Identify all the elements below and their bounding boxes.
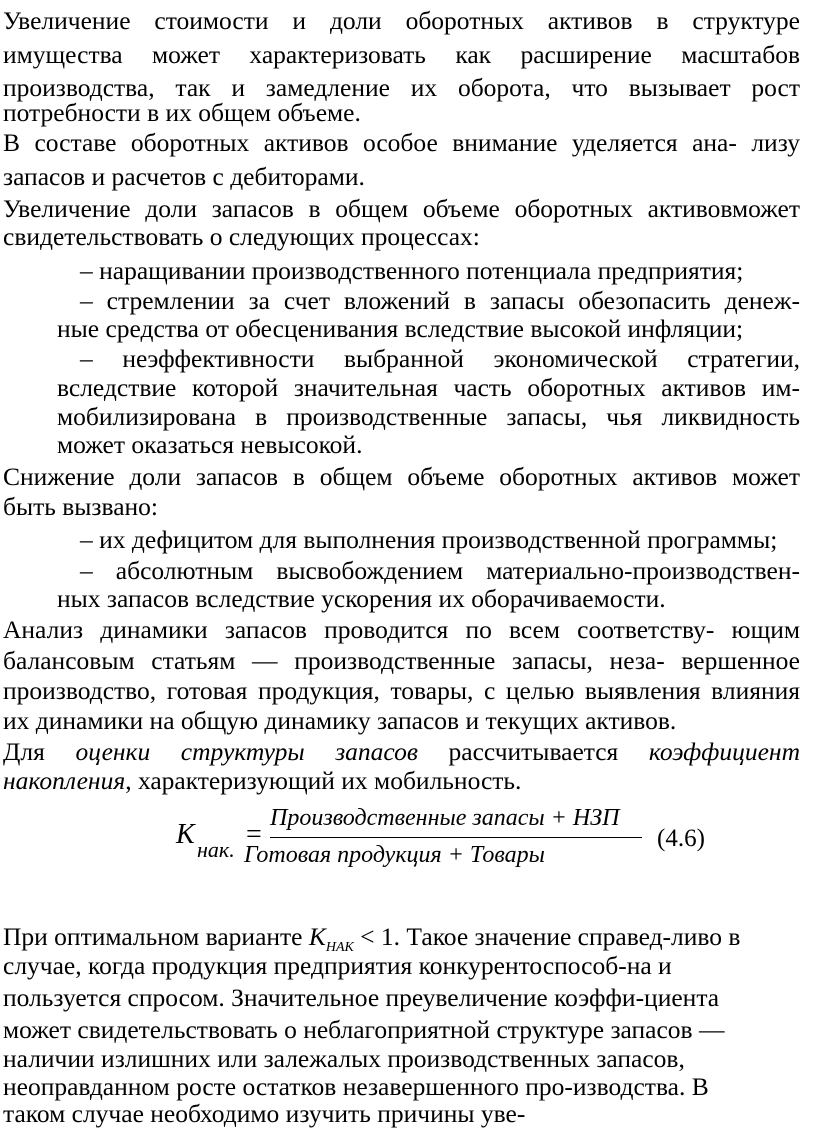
paragraph-3-line-2: свидетельствовать о следующих процессах: — [3, 222, 480, 251]
paragraph-7-line-4: может свидетельствовать о неблагоприятной структуре запасов — — [3, 1015, 725, 1044]
p6-italic-term-2: коэффициент — [648, 737, 800, 766]
list-1-item-3-line-4: может оказаться невысокой. — [57, 430, 363, 459]
paragraph-5-line-2: балансовым статьям — производственные запасы, неза- вершенное — [3, 646, 800, 675]
paragraph-2-line-1: В составе оборотных активов особое внимание уделяется ана- лизу — [3, 128, 800, 157]
p6-italic-term-1: оценки структуры запасов — [75, 737, 418, 766]
formula-equals: = — [246, 819, 262, 850]
paragraph-5-line-1: Анализ динамики запасов проводится по всем соответству- ющим — [3, 615, 800, 644]
formula-4-6 — [170, 805, 730, 875]
paragraph-7-line-6: неоправданном росте остатков незавершенного про-изводства. В — [3, 1072, 709, 1101]
paragraph-3-line-1: Увеличение доли запасов в общем объеме оборотных активовможет — [3, 194, 800, 223]
list-1-item-2-line-2: ные средства от обесценивания вследствие высокой инфляции; — [57, 314, 744, 343]
formula-numerator: Производственные запасы + НЗП — [270, 805, 620, 831]
list-1-item-3-line-1: – неэффективности выбранной экономической стратегии, — [80, 344, 800, 373]
p7-k-symbol: К — [308, 922, 326, 951]
paragraph-7-line-2: случае, когда продукция предприятия конкурентоспособ-на и — [3, 951, 672, 980]
formula-k-subscript: нак. — [197, 837, 235, 862]
list-2-item-1: – их дефицитом для выполнения производственной программы; — [80, 525, 778, 554]
formula-k-symbol: К — [176, 819, 195, 850]
list-1-item-3-line-2: вследствие которой значительная часть оборотных активов им- — [57, 373, 800, 402]
paragraph-7-line-5: наличии излишних или залежалых производственных запасов, — [3, 1044, 685, 1073]
paragraph-5-line-4: их динамики на общую динамику запасов и текущих активов. — [3, 706, 677, 735]
paragraph-1-line-4: потребности в их общем объеме. — [3, 98, 361, 127]
list-2-item-2-line-2: ных запасов вследствие ускорения их оборачиваемости. — [57, 584, 666, 613]
list-1-item-3-line-3: мобилизирована в производственные запасы, чья ликвидность — [57, 402, 800, 431]
paragraph-7-line-7: таком случае необходимо изучить причины уве- — [3, 1099, 526, 1128]
p6-italic-term-3: накопления — [3, 766, 126, 795]
paragraph-6-line-2 — [3, 766, 800, 796]
p7-line-1-end: < 1. Такое значение справед-ливо в — [360, 922, 741, 951]
paragraph-7-line-3: пользуется спросом. Значительное преувеличение коэффи-циента — [3, 983, 720, 1012]
list-1-item-2-line-1: – стремлении за счет вложений в запасы обезопасить денеж- — [80, 286, 800, 315]
p7-line-1-start: При оптимальном варианте — [3, 922, 309, 951]
p7-k-subscript: НАК — [325, 940, 354, 955]
paragraph-2-line-2: запасов и расчетов с дебиторами. — [3, 162, 365, 191]
paragraph-1-line-1: Увеличение стоимости и доли оборотных активов в структуре — [3, 6, 800, 35]
paragraph-1-line-2: имущества может характеризовать как расширение масштабов — [3, 40, 800, 69]
formula-fraction-bar — [270, 837, 642, 838]
paragraph-4-line-2: быть вызвано: — [3, 492, 159, 521]
p6-word-1: Для — [3, 737, 45, 766]
paragraph-6-line-1 — [3, 737, 800, 767]
paragraph-4-line-1: Снижение доли запасов в общем объеме оборотных активов может — [3, 462, 800, 491]
p6-word-3: рассчитывается — [448, 737, 619, 766]
paragraph-1-line-3: производства, так и замедление их оборота, что вызывает рост — [3, 73, 800, 102]
formula-number: (4.6) — [657, 825, 705, 852]
paragraph-5-line-3: производство, готовая продукция, товары, с целью выявления влияния — [3, 676, 800, 705]
list-2-item-2-line-1: – абсолютным высвобождением материально-производствен- — [80, 556, 800, 585]
formula-denominator: Готовая продукция + Товары — [244, 842, 545, 868]
p6-line-2-rest: , характеризующий их мобильность. — [125, 766, 522, 795]
list-1-item-1: – наращивании производственного потенциала предприятия; — [80, 256, 744, 285]
